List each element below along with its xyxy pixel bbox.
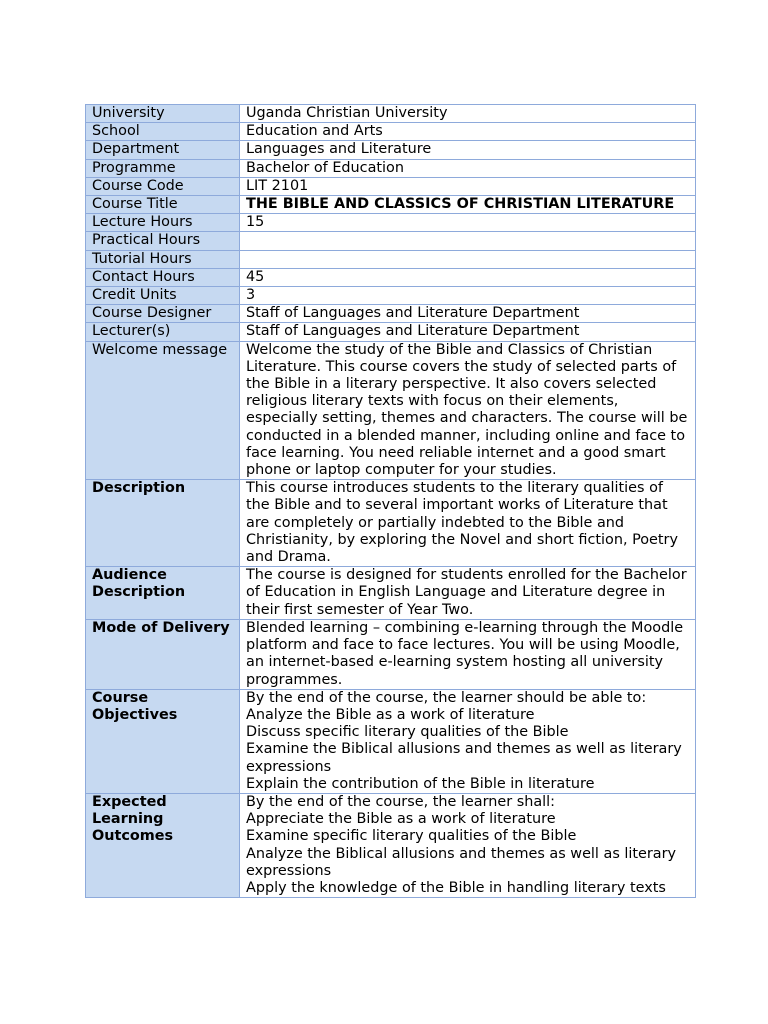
objective-item: Discuss specific literary qualities of the Bible xyxy=(246,724,569,741)
table-row xyxy=(86,305,696,323)
row-label-expected-learning-outcomes: Expected Learning Outcomes xyxy=(86,793,240,897)
row-label-description: Description xyxy=(86,480,240,567)
row-label-lecturers: Lecturer(s) xyxy=(86,323,240,341)
row-label-credit-units: Credit Units xyxy=(86,287,240,305)
row-value-lecture-hours: 15 xyxy=(240,214,696,232)
row-label-mode-of-delivery: Mode of Delivery xyxy=(86,619,240,689)
table-row xyxy=(86,341,696,480)
table-row xyxy=(86,287,696,305)
outcome-item: Appreciate the Bible as a work of literature xyxy=(246,811,556,828)
row-label-course-objectives: Course Objectives xyxy=(86,689,240,793)
row-label-contact-hours: Contact Hours xyxy=(86,268,240,286)
table-row xyxy=(86,177,696,195)
table-row xyxy=(86,214,696,232)
row-value-tutorial-hours xyxy=(240,250,696,268)
row-value-course-designer: Staff of Languages and Literature Department xyxy=(240,305,696,323)
objectives-intro: By the end of the course, the learner should be able to: xyxy=(246,689,647,706)
row-label-school: School xyxy=(86,123,240,141)
row-label-university: University xyxy=(86,105,240,123)
table-row xyxy=(86,141,696,159)
table-row xyxy=(86,250,696,268)
table-row xyxy=(86,619,696,689)
row-value-audience-description: The course is designed for students enrolled for the Bachelor of Education in English Language and Literature degree in their first semester of Year Two. xyxy=(240,567,696,620)
table-row xyxy=(86,123,696,141)
row-label-welcome-message: Welcome message xyxy=(86,341,240,480)
outcome-item: Apply the knowledge of the Bible in handling literary texts xyxy=(246,879,666,896)
row-label-department: Department xyxy=(86,141,240,159)
table-row xyxy=(86,793,696,897)
table-row xyxy=(86,159,696,177)
table-row xyxy=(86,567,696,620)
row-value-university: Uganda Christian University xyxy=(240,105,696,123)
row-value-course-title: THE BIBLE AND CLASSICS OF CHRISTIAN LITERATURE xyxy=(240,196,696,214)
objective-item: Explain the contribution of the Bible in literature xyxy=(246,775,595,792)
table-row xyxy=(86,232,696,250)
row-value-expected-learning-outcomes xyxy=(240,793,696,897)
row-label-course-code: Course Code xyxy=(86,177,240,195)
table-row xyxy=(86,480,696,567)
table-row xyxy=(86,323,696,341)
outcome-item: Examine specific literary qualities of the Bible xyxy=(246,828,577,845)
row-label-tutorial-hours: Tutorial Hours xyxy=(86,250,240,268)
table-row xyxy=(86,196,696,214)
row-value-contact-hours: 45 xyxy=(240,268,696,286)
row-label-lecture-hours: Lecture Hours xyxy=(86,214,240,232)
row-value-credit-units: 3 xyxy=(240,287,696,305)
row-label-programme: Programme xyxy=(86,159,240,177)
row-value-course-objectives xyxy=(240,689,696,793)
table-row xyxy=(86,268,696,286)
row-value-school: Education and Arts xyxy=(240,123,696,141)
row-label-course-title: Course Title xyxy=(86,196,240,214)
row-value-practical-hours xyxy=(240,232,696,250)
row-value-description: This course introduces students to the literary qualities of the Bible and to several important works of Literature that are completely or partially indebted to the Bible and Christianity, by exploring the Novel and short fiction, Poetry and Drama. xyxy=(240,480,696,567)
row-label-practical-hours: Practical Hours xyxy=(86,232,240,250)
row-value-welcome-message: Welcome the study of the Bible and Classics of Christian Literature. This course covers the study of selected parts of the Bible in a literary perspective. It also covers selected religious literary texts with focus on their elements, especially setting, themes and characters. The course will be conducted in a blended manner, including online and face to face learning. You need reliable internet and a good smart phone or laptop computer for your studies. xyxy=(240,341,696,480)
row-value-course-code: LIT 2101 xyxy=(240,177,696,195)
row-value-mode-of-delivery: Blended learning – combining e-learning through the Moodle platform and face to face lectures. You will be using Moodle, an internet-based e-learning system hosting all university programmes. xyxy=(240,619,696,689)
objective-item: Examine the Biblical allusions and themes as well as literary expressions xyxy=(246,741,682,775)
row-value-lecturers: Staff of Languages and Literature Department xyxy=(240,323,696,341)
row-label-audience-description: Audience Description xyxy=(86,567,240,620)
table-row xyxy=(86,105,696,123)
objective-item: Analyze the Bible as a work of literature xyxy=(246,706,535,723)
row-value-programme: Bachelor of Education xyxy=(240,159,696,177)
course-info-table xyxy=(85,104,696,898)
row-label-course-designer: Course Designer xyxy=(86,305,240,323)
outcomes-intro: By the end of the course, the learner shall: xyxy=(246,793,555,810)
outcome-item: Analyze the Biblical allusions and themes as well as literary expressions xyxy=(246,845,677,879)
table-row xyxy=(86,689,696,793)
row-value-department: Languages and Literature xyxy=(240,141,696,159)
